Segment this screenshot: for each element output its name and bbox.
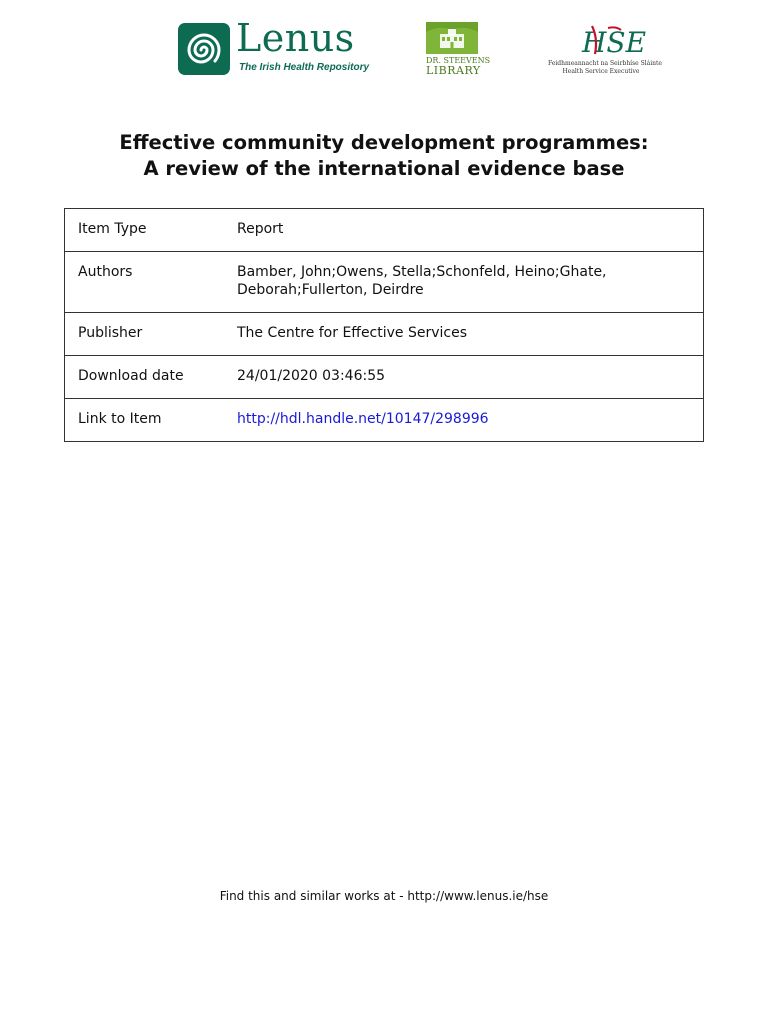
item-type-label: Item Type [65,209,238,252]
hse-english-name: Health Service Executive [562,68,640,75]
table-row [65,209,704,252]
header-logos [0,16,768,80]
authors-value: Bamber, John;Owens, Stella;Schonfeld, Heino;Ghate, Deborah;Fullerton, Deirdre [237,252,704,313]
hse-logo[interactable] [548,22,662,78]
library-building-icon [426,22,478,54]
lenus-logo[interactable] [178,16,370,78]
steevens-line1: DR. STEEVENS [426,56,491,65]
hse-mark-text: HSE [582,26,647,59]
publisher-label: Publisher [65,313,238,356]
table-row [65,399,704,442]
table-row [65,252,704,313]
lenus-spiral-icon [178,23,230,75]
download-date-value: 24/01/2020 03:46:55 [237,356,704,399]
title-line-2: A review of the international evidence base [143,157,625,180]
footer-text: Find this and similar works at - http://www.lenus.ie/hse [219,889,549,903]
item-link[interactable]: http://hdl.handle.net/10147/298996 [237,411,489,427]
table-row [65,356,704,399]
table-row [65,313,704,356]
authors-label: Authors [65,252,238,313]
hse-mark-icon [578,22,647,59]
lenus-wordmark: Lenus [236,16,355,60]
title-line-1: Effective community development programmes: [119,131,649,154]
link-to-item-cell [237,399,704,442]
steevens-line2: LIBRARY [426,64,481,77]
document-title [0,130,768,182]
lenus-tagline: The Irish Health Repository [239,62,370,73]
steevens-library-logo[interactable] [426,22,491,78]
metadata-table [64,208,704,442]
hse-irish-name: Feidhmeannacht na Seirbhíse Sláinte [548,60,662,67]
publisher-value: The Centre for Effective Services [237,313,704,356]
link-to-item-label: Link to Item [65,399,238,442]
download-date-label: Download date [65,356,238,399]
item-type-value: Report [237,209,704,252]
